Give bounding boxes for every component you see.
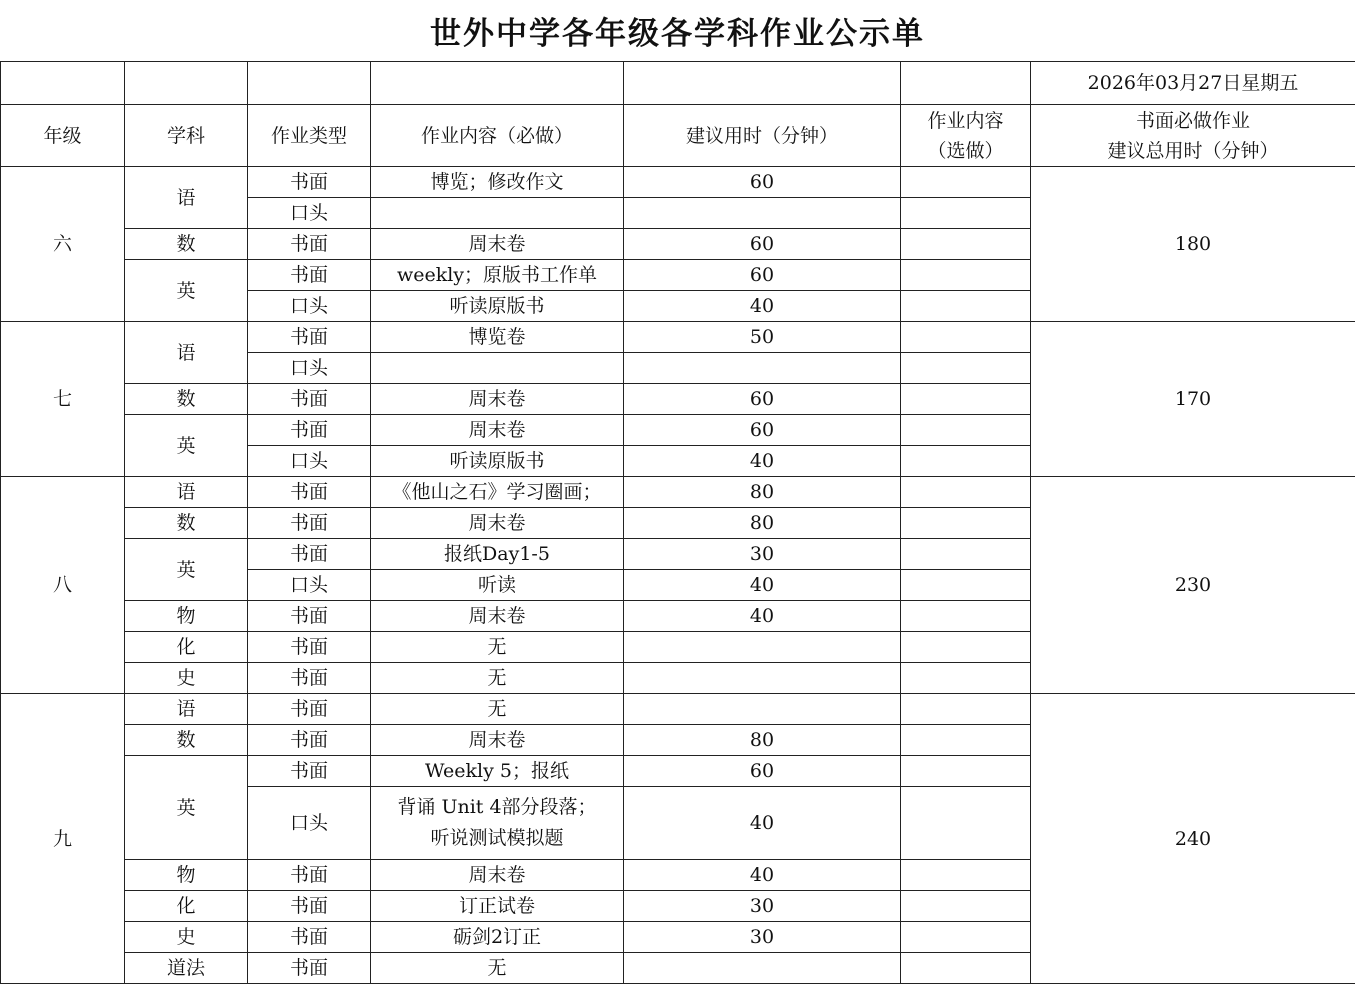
header-optional: 作业内容 （选做）	[901, 105, 1031, 167]
time-cell: 60	[624, 229, 901, 260]
time-cell: 60	[624, 260, 901, 291]
time-cell: 40	[624, 601, 901, 632]
homework-table	[0, 61, 1355, 984]
content-cell: 听读	[371, 570, 624, 601]
type-cell: 书面	[248, 694, 371, 725]
grade-cell: 八	[1, 477, 125, 694]
optional-cell	[901, 756, 1031, 787]
type-cell: 书面	[248, 891, 371, 922]
optional-cell	[901, 601, 1031, 632]
content-cell: 《他山之石》学习圈画；	[371, 477, 624, 508]
type-cell: 书面	[248, 167, 371, 198]
header-type: 作业类型	[248, 105, 371, 167]
subject-cell: 数	[125, 725, 248, 756]
time-cell: 60	[624, 167, 901, 198]
time-cell	[624, 953, 901, 984]
blank-cell	[624, 62, 901, 105]
optional-cell	[901, 922, 1031, 953]
type-cell: 书面	[248, 953, 371, 984]
content-cell: 报纸Day1-5	[371, 539, 624, 570]
subject-cell: 化	[125, 891, 248, 922]
content-cell	[371, 198, 624, 229]
content-cell	[371, 353, 624, 384]
optional-cell	[901, 322, 1031, 353]
optional-cell	[901, 353, 1031, 384]
time-cell: 30	[624, 922, 901, 953]
content-cell: 无	[371, 953, 624, 984]
table-row	[1, 167, 1355, 198]
time-cell: 50	[624, 322, 901, 353]
content-cell: 周末卷	[371, 384, 624, 415]
blank-cell	[125, 62, 248, 105]
blank-cell	[248, 62, 371, 105]
optional-cell	[901, 663, 1031, 694]
subject-cell: 物	[125, 860, 248, 891]
content-cell: 周末卷	[371, 229, 624, 260]
subject-cell: 语	[125, 322, 248, 384]
subject-cell: 语	[125, 477, 248, 508]
subject-cell: 史	[125, 663, 248, 694]
total-cell: 180	[1031, 167, 1355, 322]
type-cell: 书面	[248, 922, 371, 953]
optional-cell	[901, 167, 1031, 198]
type-cell: 口头	[248, 446, 371, 477]
content-cell: 订正试卷	[371, 891, 624, 922]
header-content: 作业内容（必做）	[371, 105, 624, 167]
content-cell: 博览卷	[371, 322, 624, 353]
content-cell: 砺剑2订正	[371, 922, 624, 953]
time-cell: 80	[624, 725, 901, 756]
blank-cell	[901, 62, 1031, 105]
table-row	[1, 694, 1355, 725]
total-cell: 230	[1031, 477, 1355, 694]
optional-cell	[901, 632, 1031, 663]
grade-cell: 九	[1, 694, 125, 984]
content-cell: 周末卷	[371, 508, 624, 539]
page-title: 世外中学各年级各学科作业公示单	[430, 16, 925, 52]
time-cell: 40	[624, 446, 901, 477]
table-row	[1, 322, 1355, 353]
optional-cell	[901, 198, 1031, 229]
optional-cell	[901, 260, 1031, 291]
content-cell: 博览；修改作文	[371, 167, 624, 198]
header-grade: 年级	[1, 105, 125, 167]
time-cell: 80	[624, 508, 901, 539]
optional-cell	[901, 570, 1031, 601]
type-cell: 书面	[248, 632, 371, 663]
subject-cell: 语	[125, 167, 248, 229]
subject-cell: 英	[125, 415, 248, 477]
type-cell: 书面	[248, 477, 371, 508]
type-cell: 书面	[248, 415, 371, 446]
type-cell: 口头	[248, 570, 371, 601]
type-cell: 书面	[248, 508, 371, 539]
time-cell: 40	[624, 291, 901, 322]
type-cell: 口头	[248, 353, 371, 384]
subject-cell: 英	[125, 539, 248, 601]
content-cell: 周末卷	[371, 725, 624, 756]
time-cell	[624, 663, 901, 694]
type-cell: 书面	[248, 260, 371, 291]
time-cell	[624, 694, 901, 725]
grade-cell: 六	[1, 167, 125, 322]
content-cell: weekly；原版书工作单	[371, 260, 624, 291]
total-cell: 170	[1031, 322, 1355, 477]
time-cell: 30	[624, 539, 901, 570]
optional-cell	[901, 787, 1031, 860]
optional-cell	[901, 539, 1031, 570]
type-cell: 书面	[248, 860, 371, 891]
type-cell: 口头	[248, 787, 371, 860]
table-body	[1, 62, 1355, 984]
blank-cell	[371, 62, 624, 105]
time-cell	[624, 353, 901, 384]
subject-cell: 史	[125, 922, 248, 953]
date-label: 2026年03月27日星期五	[1031, 62, 1355, 105]
type-cell: 书面	[248, 322, 371, 353]
content-cell: 周末卷	[371, 415, 624, 446]
subject-cell: 物	[125, 601, 248, 632]
optional-cell	[901, 725, 1031, 756]
header-time: 建议用时（分钟）	[624, 105, 901, 167]
type-cell: 书面	[248, 229, 371, 260]
table-row	[1, 477, 1355, 508]
optional-cell	[901, 229, 1031, 260]
total-cell: 240	[1031, 694, 1355, 984]
time-cell: 30	[624, 891, 901, 922]
subject-cell: 英	[125, 756, 248, 860]
optional-cell	[901, 477, 1031, 508]
time-cell: 80	[624, 477, 901, 508]
content-cell: Weekly 5；报纸	[371, 756, 624, 787]
optional-cell	[901, 891, 1031, 922]
header-subject: 学科	[125, 105, 248, 167]
time-cell: 40	[624, 787, 901, 860]
subject-cell: 语	[125, 694, 248, 725]
time-cell: 40	[624, 570, 901, 601]
time-cell: 60	[624, 756, 901, 787]
type-cell: 书面	[248, 663, 371, 694]
subject-cell: 数	[125, 384, 248, 415]
type-cell: 书面	[248, 384, 371, 415]
time-cell: 60	[624, 384, 901, 415]
type-cell: 书面	[248, 539, 371, 570]
content-cell: 听读原版书	[371, 446, 624, 477]
optional-cell	[901, 415, 1031, 446]
optional-cell	[901, 953, 1031, 984]
time-cell	[624, 198, 901, 229]
type-cell: 书面	[248, 725, 371, 756]
optional-cell	[901, 508, 1031, 539]
blank-cell	[1, 62, 125, 105]
header-row	[1, 105, 1355, 167]
optional-cell	[901, 446, 1031, 477]
optional-cell	[901, 694, 1031, 725]
date-row	[1, 62, 1355, 105]
subject-cell: 数	[125, 508, 248, 539]
type-cell: 书面	[248, 601, 371, 632]
time-cell	[624, 632, 901, 663]
content-cell: 无	[371, 663, 624, 694]
time-cell: 40	[624, 860, 901, 891]
grade-cell: 七	[1, 322, 125, 477]
type-cell: 口头	[248, 291, 371, 322]
content-cell: 周末卷	[371, 601, 624, 632]
subject-cell: 化	[125, 632, 248, 663]
time-cell: 60	[624, 415, 901, 446]
type-cell: 书面	[248, 756, 371, 787]
subject-cell: 道法	[125, 953, 248, 984]
subject-cell: 数	[125, 229, 248, 260]
subject-cell: 英	[125, 260, 248, 322]
content-cell: 无	[371, 694, 624, 725]
type-cell: 口头	[248, 198, 371, 229]
content-cell: 无	[371, 632, 624, 663]
content-cell: 周末卷	[371, 860, 624, 891]
content-cell: 听读原版书	[371, 291, 624, 322]
optional-cell	[901, 860, 1031, 891]
content-cell: 背诵 Unit 4部分段落； 听说测试模拟题	[371, 787, 624, 860]
optional-cell	[901, 384, 1031, 415]
optional-cell	[901, 291, 1031, 322]
header-total: 书面必做作业 建议总用时（分钟）	[1031, 105, 1355, 167]
